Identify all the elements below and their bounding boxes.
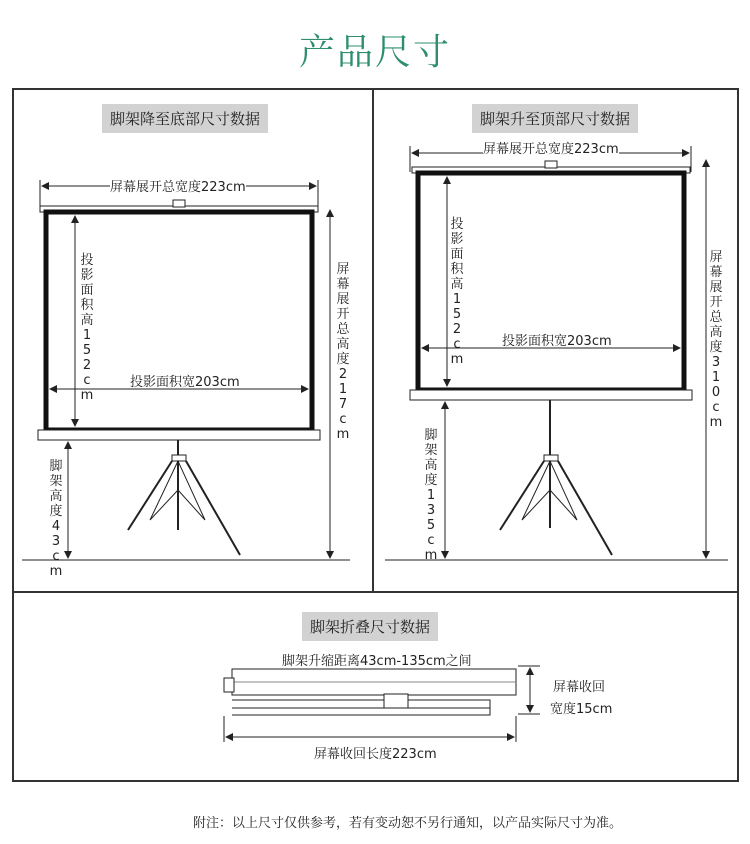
retract-length-label: 屏幕收回长度223cm — [314, 747, 437, 762]
left-tripod-height-label: 脚架高度43cm — [49, 459, 63, 579]
retract-width-label-line2: 宽度15cm — [550, 702, 613, 717]
right-panel-heading: 脚架升至顶部尺寸数据 — [472, 104, 638, 133]
left-total-width-label: 屏幕展开总宽度223cm — [110, 176, 246, 195]
right-total-width-label: 屏幕展开总宽度223cm — [483, 138, 619, 157]
footnote: 附注：以上尺寸仅供参考，若有变动恕不另行通知，以产品实际尺寸为准。 — [193, 816, 623, 831]
left-projection-width-label: 投影面积宽203cm — [130, 375, 240, 390]
folded-diagram — [224, 666, 540, 742]
retract-width-label-line1: 屏幕收回 — [553, 680, 606, 695]
left-total-height-label: 屏幕展开总高度217cm — [336, 262, 350, 442]
right-projection-height-label: 投影面积高152cm — [450, 217, 464, 367]
right-total-height-label: 屏幕展开总高度310cm — [709, 250, 723, 430]
right-tripod-height-label: 脚架高度135cm — [424, 428, 438, 563]
bottom-panel-heading: 脚架折叠尺寸数据 — [302, 612, 438, 641]
page-title: 产品尺寸 — [298, 32, 451, 73]
left-projection-height-label: 投影面积高152cm — [80, 253, 94, 403]
right-projection-width-label: 投影面积宽203cm — [502, 334, 612, 349]
tripod-range-label: 脚架升缩距离43cm-135cm之间 — [282, 654, 472, 669]
left-panel-heading: 脚架降至底部尺寸数据 — [102, 104, 268, 133]
left-screen-diagram — [22, 180, 350, 560]
